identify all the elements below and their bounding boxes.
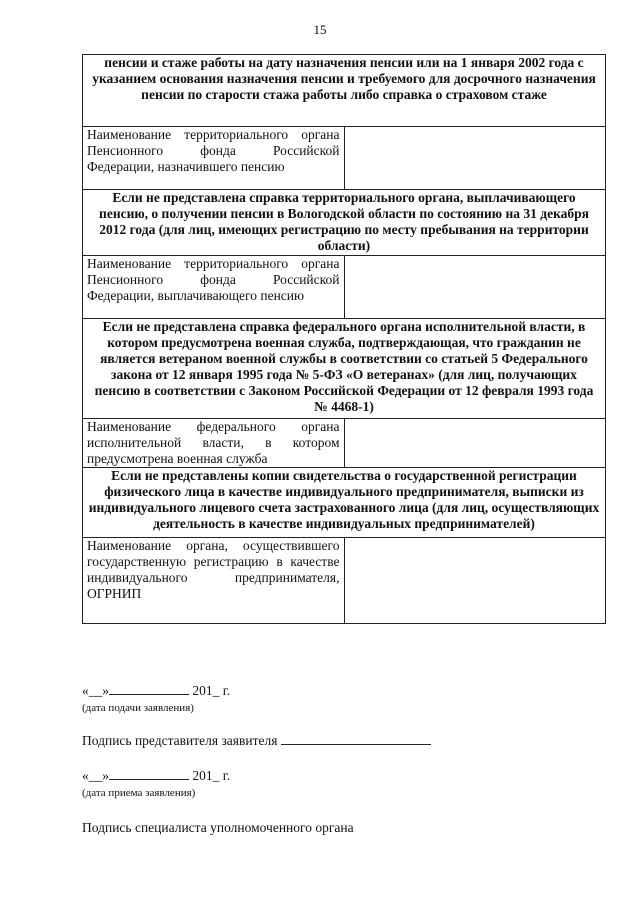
representative-signature-label: Подпись представителя заявителя xyxy=(82,733,278,748)
application-date xyxy=(82,683,230,699)
date-year: 201_ г. xyxy=(192,768,231,783)
date-day-blank[interactable]: «__» xyxy=(82,683,109,698)
section-header: Если не представлена справка федерального органа исполнительной власти, в котором предусмотрена военная служба, подтверждающая, что гражданин не является ветераном военной службы в соответствии со статьей 5 Федерального закона от 12 января 1995 года № 5-ФЗ «О ветеранах» (для лиц, получающих пенсию в соответствии с Законом Российской Федерации от 12 февраля 1993 года № 4468-1) xyxy=(83,319,606,419)
field-value[interactable] xyxy=(344,127,606,190)
section-header: Если не представлена справка территориального органа, выплачивающего пенсию, о получении пенсии в Вологодской области по состоянию на 31 декабря 2012 года (для лиц, имеющих регистрацию по месту пребывания на территории области) xyxy=(83,190,606,256)
field-label: Наименование федерального органа исполнительной власти, в котором предусмотрена военная служба xyxy=(83,419,345,468)
receipt-date-caption: (дата приема заявления) xyxy=(82,787,196,799)
section-header: пенсии и стаже работы на дату назначения пенсии или на 1 января 2002 года с указанием основания назначения пенсии и требуемого для досрочного назначения пенсии по старости стажа работы либо справка о страховом стаже xyxy=(83,55,606,127)
field-label: Наименование территориального органа Пенсионного фонда Российской Федерации, выплачивающего пенсию xyxy=(83,256,345,319)
table-row xyxy=(83,55,606,127)
table-row xyxy=(83,468,606,538)
section-header: Если не представлены копии свидетельства о государственной регистрации физического лица в качестве индивидуального предпринимателя, выписки из индивидуального лицевого счета застрахованного лица (для лиц, осуществляющих деятельность в качестве индивидуальных предпринимателей) xyxy=(83,468,606,538)
field-label: Наименование территориального органа Пенсионного фонда Российской Федерации, назначившего пенсию xyxy=(83,127,345,190)
field-value[interactable] xyxy=(344,419,606,468)
table-row xyxy=(83,538,606,624)
representative-signature xyxy=(82,733,431,749)
date-month-blank[interactable] xyxy=(109,779,189,780)
table-row xyxy=(83,256,606,319)
date-year: 201_ г. xyxy=(192,683,231,698)
field-value[interactable] xyxy=(344,538,606,624)
representative-signature-line[interactable] xyxy=(281,744,431,745)
table-row xyxy=(83,419,606,468)
application-date-caption: (дата подачи заявления) xyxy=(82,702,194,714)
table-row xyxy=(83,127,606,190)
table-row xyxy=(83,319,606,419)
form-table xyxy=(82,54,606,624)
specialist-signature-label: Подпись специалиста уполномоченного органа xyxy=(82,820,354,835)
date-day-blank[interactable]: «__» xyxy=(82,768,109,783)
receipt-date xyxy=(82,768,230,784)
table-row xyxy=(83,190,606,256)
date-month-blank[interactable] xyxy=(109,694,189,695)
field-value[interactable] xyxy=(344,256,606,319)
field-label: Наименование органа, осуществившего государственную регистрацию в качестве индивидуального предпринимателя, ОГРНИП xyxy=(83,538,345,624)
page-number: 15 xyxy=(313,22,327,37)
